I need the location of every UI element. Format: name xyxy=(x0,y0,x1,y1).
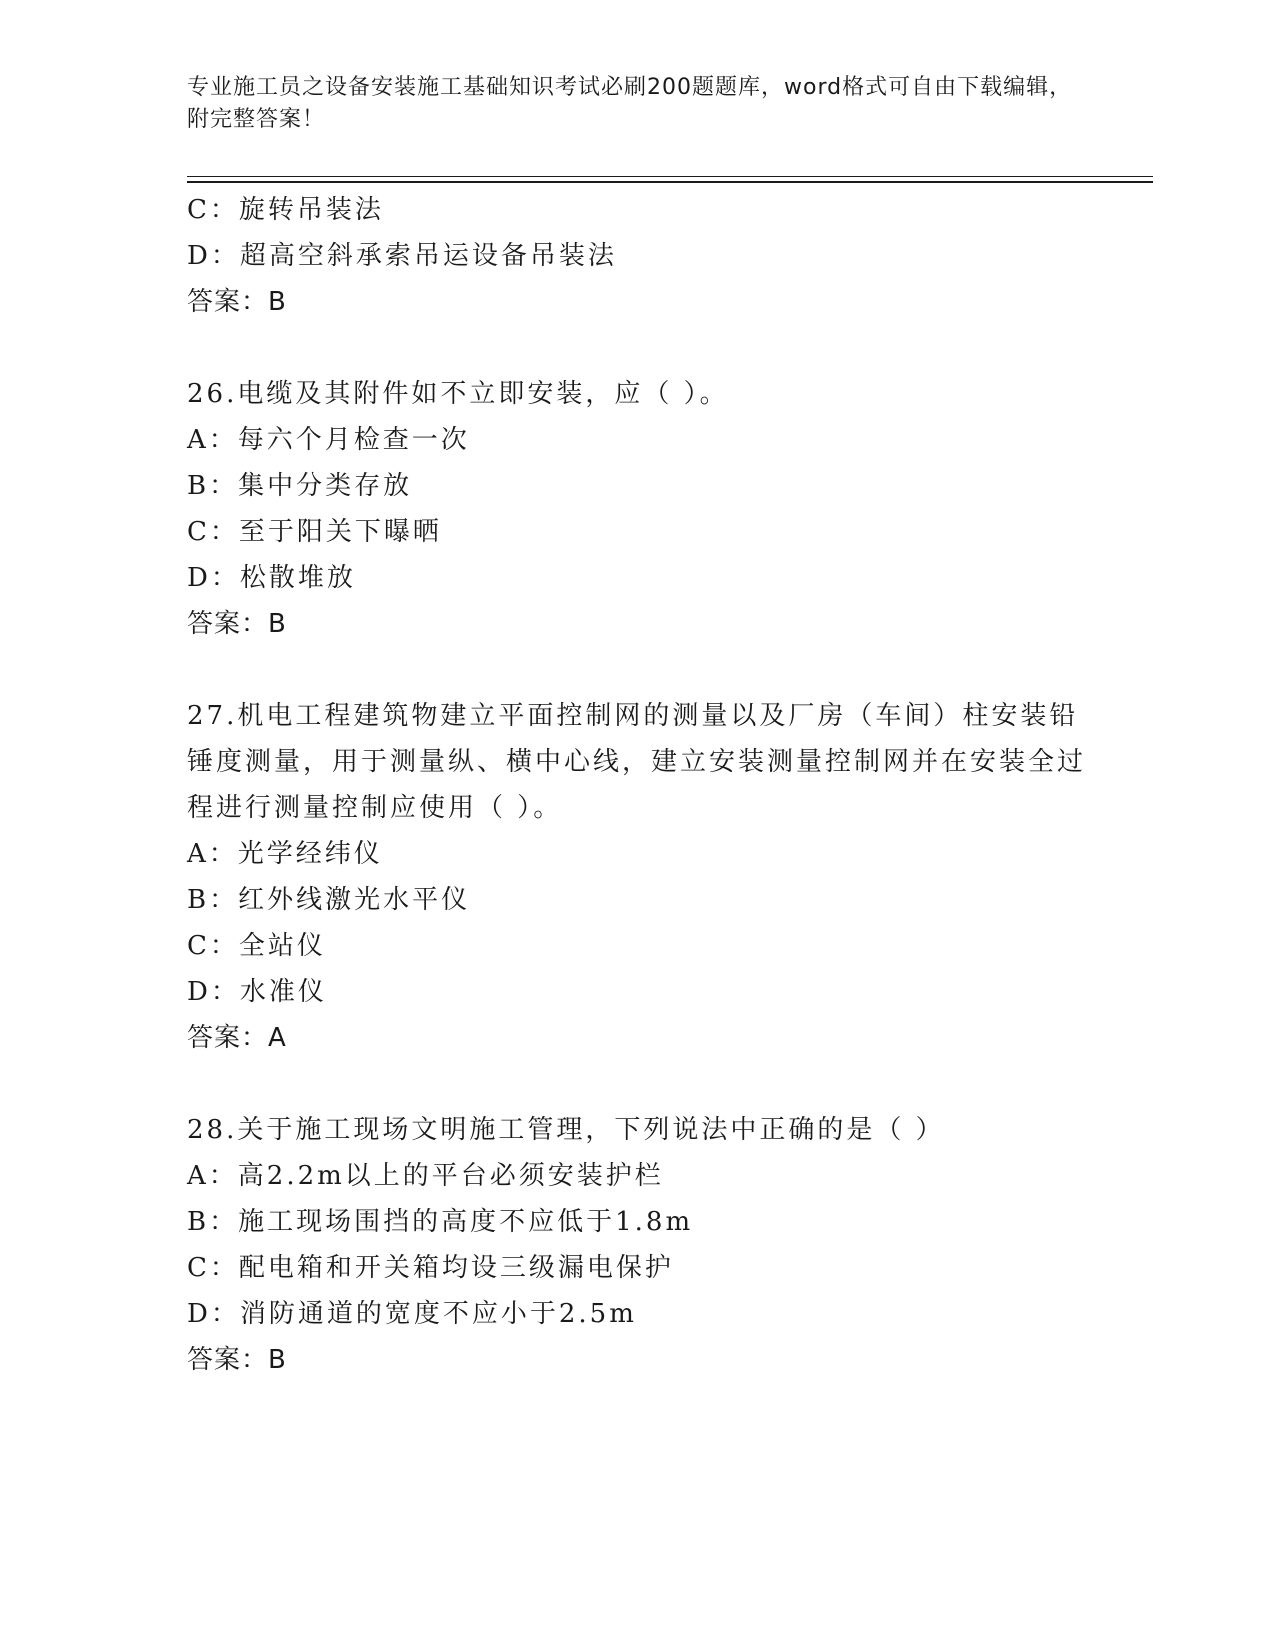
question-stem: 28.关于施工现场文明施工管理，下列说法中正确的是（ ） xyxy=(187,1115,945,1145)
option-text: 消防通道的宽度不应小于2.5m xyxy=(239,1299,637,1329)
header-text: 专业施工员之设备安装施工基础知识考试必刷200题题库，word格式可自由下载编辑，附完整答案！ xyxy=(187,75,1073,132)
option-text: 旋转吊装法 xyxy=(238,195,384,225)
carryover-question xyxy=(187,187,1087,325)
header-rule-thick xyxy=(187,181,1153,183)
option-letter: C： xyxy=(187,195,239,225)
header-rule-thin xyxy=(187,176,1153,177)
option-letter: D： xyxy=(187,241,240,271)
option-c xyxy=(187,509,1087,555)
option-b xyxy=(187,463,1087,509)
option-text: 光学经纬仪 xyxy=(237,839,383,869)
option-text: 至于阳关下曝晒 xyxy=(238,517,442,547)
option-letter: D： xyxy=(187,563,240,593)
option-text: 配电箱和开关箱均设三级漏电保护 xyxy=(238,1253,674,1283)
option-text: 每六个月检查一次 xyxy=(237,425,470,455)
option-d xyxy=(187,233,1087,279)
question-28 xyxy=(187,1107,1087,1383)
option-text: 高2.2m以上的平台必须安装护栏 xyxy=(237,1161,664,1191)
option-b xyxy=(187,877,1087,923)
answer-line: 答案：B xyxy=(187,287,287,317)
option-letter: D： xyxy=(187,1299,240,1329)
option-letter: C： xyxy=(187,1253,239,1283)
option-letter: C： xyxy=(187,517,239,547)
option-text: 红外线激光水平仪 xyxy=(238,885,471,915)
option-a xyxy=(187,1153,1087,1199)
option-letter: A： xyxy=(187,425,238,455)
option-letter: C： xyxy=(187,931,239,961)
question-spacer xyxy=(187,647,1087,693)
question-content xyxy=(187,187,1087,1383)
option-letter: A： xyxy=(187,839,238,869)
document-header xyxy=(187,72,1087,136)
option-d xyxy=(187,1291,1087,1337)
question-27 xyxy=(187,693,1087,1061)
option-text: 松散堆放 xyxy=(239,563,356,593)
question-spacer xyxy=(187,325,1087,371)
option-d xyxy=(187,555,1087,601)
option-a xyxy=(187,417,1087,463)
option-a xyxy=(187,831,1087,877)
option-letter: B： xyxy=(187,1207,239,1237)
question-stem: 26.电缆及其附件如不立即安装，应（ ）。 xyxy=(187,379,729,409)
option-letter: D： xyxy=(187,977,240,1007)
option-text: 施工现场围挡的高度不应低于1.8m xyxy=(238,1207,694,1237)
option-letter: B： xyxy=(187,471,239,501)
question-spacer xyxy=(187,1061,1087,1107)
option-c xyxy=(187,187,1087,233)
question-26 xyxy=(187,371,1087,647)
option-d xyxy=(187,969,1087,1015)
answer-line: 答案：B xyxy=(187,1345,287,1375)
answer-line: 答案：B xyxy=(187,609,287,639)
option-b xyxy=(187,1199,1087,1245)
option-text: 超高空斜承索吊运设备吊装法 xyxy=(239,241,617,271)
option-text: 全站仪 xyxy=(238,931,326,961)
question-stem: 27.机电工程建筑物建立平面控制网的测量以及厂房（车间）柱安装铅锤度测量，用于测量纵、横中心线，建立安装测量控制网并在安装全过程进行测量控制应使用（ ）。 xyxy=(187,701,1087,823)
option-text: 水准仪 xyxy=(239,977,327,1007)
answer-line: 答案：A xyxy=(187,1023,287,1053)
option-text: 集中分类存放 xyxy=(238,471,413,501)
option-c xyxy=(187,1245,1087,1291)
option-letter: A： xyxy=(187,1161,238,1191)
option-letter: B： xyxy=(187,885,239,915)
option-c xyxy=(187,923,1087,969)
